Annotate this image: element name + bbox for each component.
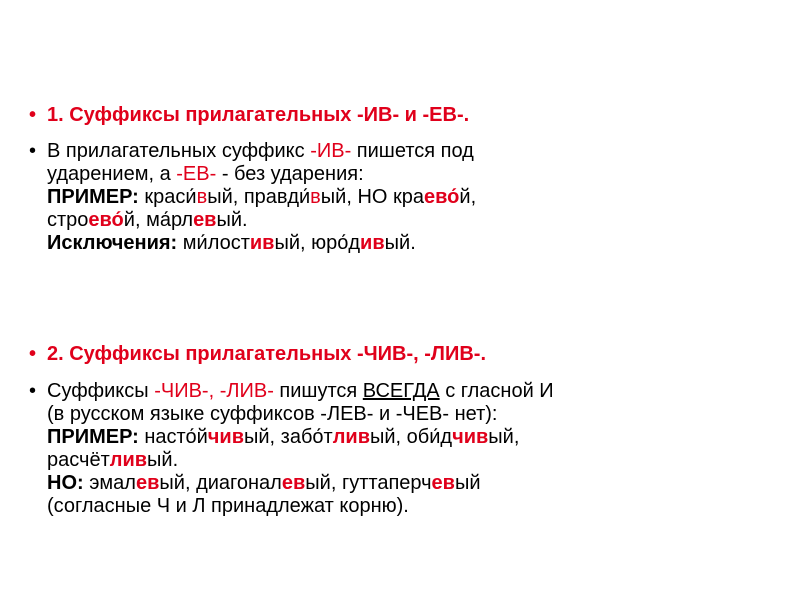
highlight: ив <box>360 232 385 254</box>
example-text: стро <box>47 209 89 231</box>
rule-text: с гласной И <box>439 380 554 402</box>
always-word: ВСЕГДА <box>362 380 440 402</box>
highlight: в <box>310 186 321 208</box>
example-text: ый, гуттаперч <box>305 472 432 494</box>
suffix-ev: -ЕВ- <box>176 163 217 185</box>
highlight: лив <box>332 426 370 448</box>
example-line <box>47 209 769 232</box>
rule-text: пишутся <box>273 380 363 402</box>
but-label: НО: <box>47 472 84 494</box>
highlight: ев <box>135 472 160 494</box>
suffix-iv: -ИВ- <box>310 140 352 162</box>
but-line <box>47 472 769 495</box>
example-line <box>47 426 769 449</box>
example-line <box>47 186 769 209</box>
highlight: лив <box>109 449 148 471</box>
rule-line <box>47 163 769 186</box>
bullet-icon: • <box>29 140 37 162</box>
example-label: ПРИМЕР: <box>47 186 139 208</box>
example-text: ый. <box>216 209 248 231</box>
section2-body <box>29 380 769 518</box>
rule-text: пишется под <box>351 140 474 162</box>
example-text: краси́ <box>138 186 197 208</box>
example-text: ый, <box>488 426 520 448</box>
example-text: расчёт <box>47 449 110 471</box>
example-label: ПРИМЕР: <box>47 426 139 448</box>
highlight: в <box>196 186 208 208</box>
example-text: ый <box>454 472 481 494</box>
highlight: чив <box>452 426 489 448</box>
section1-heading-text: 1. Суффиксы прилагательных -ИВ- и -ЕВ-. <box>47 104 470 126</box>
example-text: й, ма́рл <box>123 209 194 231</box>
exceptions-line <box>47 232 769 255</box>
highlight: ев <box>281 472 306 494</box>
section1-text <box>47 140 769 255</box>
rule-line <box>47 380 769 403</box>
example-line <box>47 449 769 472</box>
highlight: ев <box>431 472 455 494</box>
section2-text <box>47 380 769 518</box>
highlight: чив <box>207 426 244 448</box>
highlight: ево́ <box>424 186 460 208</box>
rule-text: ударением, а <box>47 163 177 185</box>
section1-body <box>29 140 769 255</box>
highlight: ев <box>193 209 217 231</box>
example-text: ый, юро́д <box>274 232 361 254</box>
example-text: ми́лост <box>177 232 250 254</box>
note-line: (согласные Ч и Л принадлежат корню). <box>47 495 409 517</box>
example-text: й, <box>459 186 477 208</box>
section1-heading <box>29 104 769 127</box>
rule-text: - без ударения: <box>216 163 364 185</box>
example-text: эмал <box>83 472 136 494</box>
section2-heading <box>29 343 769 366</box>
example-text: ый, оби́д <box>370 426 453 448</box>
example-text: ый, правди́ <box>207 186 311 208</box>
rule-text: Суффиксы <box>47 380 155 402</box>
section2-heading-text: 2. Суффиксы прилагательных -ЧИВ-, -ЛИВ-. <box>47 343 487 365</box>
bullet-icon: • <box>29 104 37 126</box>
highlight: ево́ <box>88 209 124 231</box>
example-text: насто́й <box>138 426 208 448</box>
example-text: ый. <box>384 232 416 254</box>
highlight: ив <box>249 232 275 254</box>
bullet-icon: • <box>29 380 37 402</box>
bullet-icon: • <box>29 343 37 365</box>
exceptions-label: Исключения: <box>47 232 178 254</box>
example-text: ый. <box>147 449 179 471</box>
rule-line <box>47 140 769 163</box>
rule-line: (в русском языке суффиксов -ЛЕВ- и -ЧЕВ- нет): <box>47 403 498 425</box>
example-text: ый, забо́т <box>244 426 333 448</box>
suffixes: -ЧИВ-, -ЛИВ- <box>154 380 274 402</box>
example-text: ый, НО кра <box>320 186 425 208</box>
rule-text: В прилагательных суффикс <box>47 140 311 162</box>
example-text: ый, диагонал <box>159 472 282 494</box>
